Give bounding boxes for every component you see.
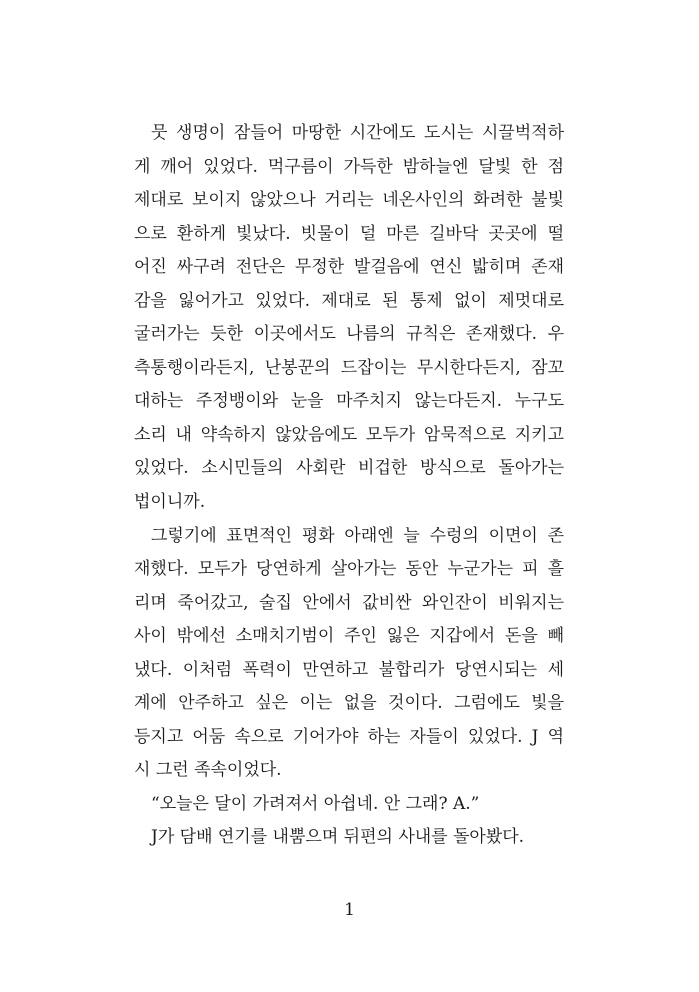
text-line: 소리 내 약속하지 않았음에도 모두가 암묵적으로 지키고 bbox=[134, 424, 564, 445]
body-text bbox=[134, 117, 564, 855]
text-line: 계에 안주하고 싶은 이는 없을 것이다. 그럼에도 빛을 bbox=[134, 693, 564, 714]
text-line: 굴러가는 듯한 이곳에서도 나름의 규칙은 존재했다. 우 bbox=[134, 324, 564, 345]
text-line: 게 깨어 있었다. 먹구름이 가득한 밤하늘엔 달빛 한 점 bbox=[134, 156, 564, 177]
text-line: 으로 환하게 빛났다. 빗물이 덜 마른 길바닥 곳곳에 떨 bbox=[134, 223, 564, 244]
text-line: J가 담배 연기를 내뿜으며 뒤편의 사내를 돌아봤다. bbox=[151, 827, 525, 848]
paragraph bbox=[134, 821, 564, 855]
text-line: 사이 밖에선 소매치기범이 주인 잃은 지갑에서 돈을 빼 bbox=[134, 626, 564, 647]
text-line: 재했다. 모두가 당연하게 살아가는 동안 누군가는 피 흘 bbox=[134, 559, 564, 580]
text-line: 측통행이라든지, 난봉꾼의 드잡이는 무시한다든지, 잠꼬 bbox=[134, 357, 564, 378]
paragraph bbox=[134, 520, 564, 788]
text-line: 뭇 생명이 잠들어 마땅한 시간에도 도시는 시끌벅적하 bbox=[151, 123, 564, 143]
text-line: 제대로 보이지 않았으나 거리는 네온사인의 화려한 불빛 bbox=[134, 190, 564, 211]
text-line: 등지고 어둠 속으로 기어가야 하는 자들이 있었다. J 역 bbox=[134, 726, 564, 747]
paragraph bbox=[134, 788, 564, 822]
text-line: 리며 죽어갔고, 술집 안에서 값비싼 와인잔이 비워지는 bbox=[134, 592, 564, 613]
text-line: 냈다. 이처럼 폭력이 만연하고 불합리가 당연시되는 세 bbox=[134, 659, 564, 680]
text-line: “오늘은 달이 가려져서 아쉽네. 안 그래? A.” bbox=[151, 793, 480, 814]
text-line: 있었다. 소시민들의 사회란 비겁한 방식으로 돌아가는 bbox=[134, 458, 564, 479]
text-line: 대하는 주정뱅이와 눈을 마주치지 않는다든지. 누구도 bbox=[134, 391, 564, 412]
text-line: 법이니까. bbox=[134, 492, 206, 513]
paragraph bbox=[134, 117, 564, 520]
text-line: 그렇기에 표면적인 평화 아래엔 늘 수렁의 이면이 존 bbox=[151, 525, 564, 546]
text-line: 감을 잃어가고 있었다. 제대로 된 통제 없이 제멋대로 bbox=[134, 290, 564, 311]
text-line: 어진 싸구려 전단은 무정한 발걸음에 연신 밟히며 존재 bbox=[134, 257, 564, 278]
text-line: 시 그런 족속이었다. bbox=[134, 760, 282, 781]
page-number: 1 bbox=[344, 900, 355, 920]
